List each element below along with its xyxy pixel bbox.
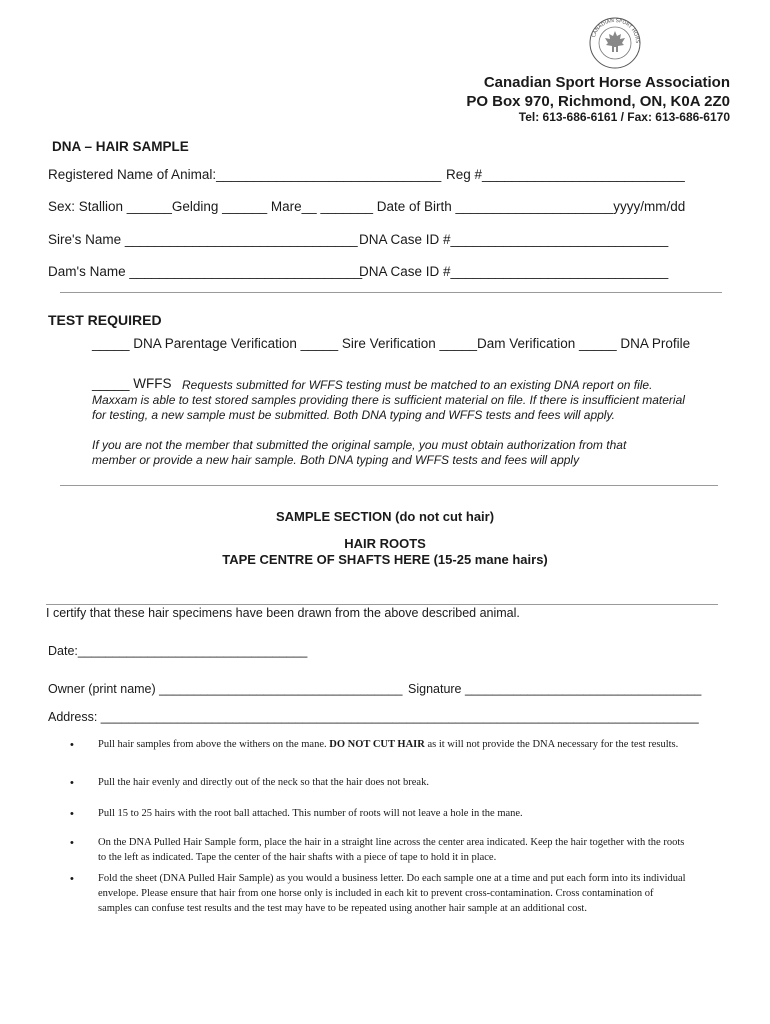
address-field[interactable]: Address: ______________________________________________________________________________________ xyxy=(48,710,699,724)
hair-roots-label: HAIR ROOTS xyxy=(344,536,426,551)
signature-field[interactable]: Signature __________________________________ xyxy=(408,682,702,696)
bullet-3-icon: • xyxy=(70,808,74,820)
bullet-1-icon: • xyxy=(70,739,74,751)
sex-dob-field[interactable]: Sex: Stallion ______Gelding ______ Mare__ _______ Date of Birth _____________________yyyy/mm/dd xyxy=(48,199,686,214)
list-item: On the DNA Pulled Hair Sample form, place the hair in a straight line across the center area indicated. Keep the hair together with the roots to the left as indicated. Tape the center of the hair shafts with a piece of tape to hold it in place. xyxy=(98,837,685,863)
dam-name-field[interactable]: Dam's Name _______________________________ xyxy=(48,264,363,279)
sire-case-id-field[interactable]: DNA Case ID #_____________________________ xyxy=(359,232,669,247)
divider-3 xyxy=(46,604,718,605)
association-seal-icon xyxy=(588,16,642,70)
test-required-title: TEST REQUIRED xyxy=(48,312,162,328)
bullet-2-icon: • xyxy=(70,777,74,789)
test-options-field[interactable]: _____ DNA Parentage Verification _____ Sire Verification _____Dam Verification _____ DNA Profile xyxy=(92,336,691,351)
list-item: Pull hair samples from above the withers on the mane. DO NOT CUT HAIR as it will not provide the DNA necessary for the test results. xyxy=(98,739,679,750)
bullet-5-icon: • xyxy=(70,873,74,885)
dna-section-title: DNA – HAIR SAMPLE xyxy=(52,139,189,154)
divider-2 xyxy=(60,485,718,486)
bullet-4-icon: • xyxy=(70,837,74,849)
registered-name-field[interactable]: Registered Name of Animal:______________________________ xyxy=(48,167,442,182)
sire-name-field[interactable]: Sire's Name _______________________________ xyxy=(48,232,358,247)
member-note: If you are not the member that submitted the original sample, you must obtain authorization from that member or provide a new hair sample. Both DNA typing and WFFS tests and fees will apply xyxy=(92,438,627,467)
wffs-note-2: Maxxam is able to test stored samples providing there is sufficient material on file. If there is insufficient material for testing, a new sample must be submitted. Both DNA typing and WFFS tests and fees will apply. xyxy=(92,393,685,422)
reg-number-field[interactable]: Reg #___________________________ xyxy=(446,167,685,182)
list-item: Fold the sheet (DNA Pulled Hair Sample) as you would a business letter. Do each sample one at a time and put each form into its individual envelope. Please ensure that hair from one horse only is included in each kit to prevent cross-contamination. Cross contamination of samples can confuse test results and the test may have to be repeated using another hair sample at an additional cost. xyxy=(98,873,686,914)
date-field[interactable]: Date:_________________________________ xyxy=(48,644,308,658)
org-name: Canadian Sport Horse Association xyxy=(483,74,730,91)
org-phone: Tel: 613-686-6161 / Fax: 613-686-6170 xyxy=(518,110,730,124)
dam-case-id-field[interactable]: DNA Case ID #_____________________________ xyxy=(359,264,669,279)
list-item: Pull the hair evenly and directly out of the neck so that the hair does not break. xyxy=(98,777,429,788)
wffs-field[interactable]: _____ WFFS xyxy=(92,376,172,391)
svg-text:CANADIAN SPORT HORSE ASSOCIATI: CANADIAN SPORT HORS xyxy=(590,17,641,44)
wffs-note-1: Requests submitted for WFFS testing must be matched to an existing DNA report on file. xyxy=(182,378,653,392)
list-item: Pull 15 to 25 hairs with the root ball attached. This number of roots will not leave a hole in the mane. xyxy=(98,808,523,819)
certify-statement: I certify that these hair specimens have been drawn from the above described animal. xyxy=(46,606,520,620)
sample-section-title: SAMPLE SECTION (do not cut hair) xyxy=(275,509,495,524)
org-address: PO Box 970, Richmond, ON, K0A 2Z0 xyxy=(466,93,730,110)
owner-name-field[interactable]: Owner (print name) ___________________________________ xyxy=(48,682,403,696)
tape-centre-label: TAPE CENTRE OF SHAFTS HERE (15-25 mane hairs) xyxy=(222,552,548,567)
divider-1 xyxy=(60,292,722,293)
